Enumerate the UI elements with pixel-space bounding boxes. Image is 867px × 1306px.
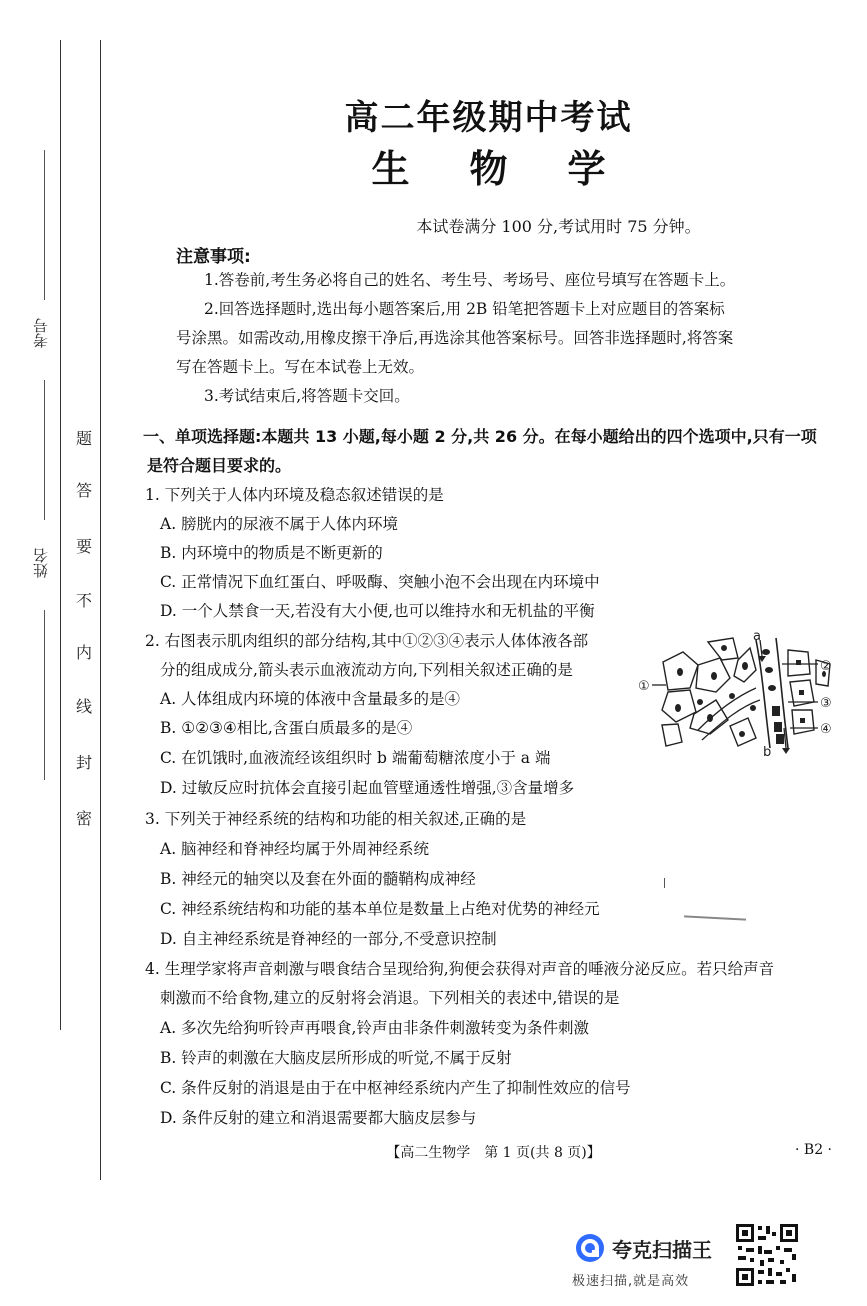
question-option: A. 多次先给狗听铃声再喂食,铃声由非条件刺激转变为条件刺激 [160, 1019, 589, 1037]
question-stem: 3. 下列关于神经系统的结构和功能的相关叙述,正确的是 [145, 810, 527, 828]
question-option: D. 自主神经系统是脊神经的一部分,不受意识控制 [160, 930, 497, 948]
figure-label-b: b [763, 745, 772, 760]
scanner-slogan: 极速扫描,就是高效 [572, 1274, 690, 1289]
question-option: D. 一个人禁食一天,若没有大小便,也可以维持水和无机盐的平衡 [160, 602, 595, 620]
seal-char: 线 [75, 697, 92, 716]
question-option: C. 神经系统结构和功能的基本单位是数量上占绝对优势的神经元 [160, 900, 600, 918]
figure-label-1: ① [638, 679, 650, 694]
scan-mark [684, 915, 746, 920]
notice-line: 2.回答选择题时,选出每小题答案后,用 2B 铅笔把答题卡上对应题目的答案标 [204, 300, 725, 318]
exam-subtitle: 本试卷满分 100 分,考试用时 75 分钟。 [416, 217, 701, 236]
notice-heading: 注意事项: [176, 247, 251, 267]
question-option: D. 条件反射的建立和消退需要都大脑皮层参与 [160, 1109, 477, 1127]
question-stem: 4. 生理学家将声音刺激与喂食结合呈现给狗,狗便会获得对声音的唾液分泌反应。若只给声音 [145, 960, 775, 978]
question-stem: 1. 下列关于人体内环境及稳态叙述错误的是 [145, 486, 444, 504]
question-option: A. 脑神经和脊神经均属于外周神经系统 [160, 840, 430, 858]
seal-char: 题 [75, 429, 92, 448]
question-stem: 2. 右图表示肌肉组织的部分结构,其中①②③④表示人体体液各部 [145, 632, 589, 650]
figure-label-2: ② [820, 659, 832, 674]
question-option: B. 神经元的轴突以及套在外面的髓鞘构成神经 [160, 870, 476, 888]
figure-label-a: a [753, 630, 761, 644]
notice-line: 3.考试结束后,将答题卡交回。 [204, 387, 410, 405]
question-option: C. 条件反射的消退是由于在中枢神经系统内产生了抑制性效应的信号 [160, 1079, 631, 1097]
notice-line: 写在答题卡上。写在本试卷上无效。 [176, 358, 425, 376]
question-stem: 刺激而不给食物,建立的反射将会消退。下列相关的表述中,错误的是 [160, 989, 620, 1007]
qr-code-icon [734, 1222, 800, 1288]
scan-mark [664, 878, 665, 888]
notice-line: 1.答卷前,考生务必将自己的姓名、考生号、考场号、座位号填写在答题卡上。 [204, 271, 736, 289]
paper-code: · B2 · [795, 1142, 832, 1158]
section-line: 是符合题目要求的。 [147, 456, 292, 475]
question-option: B. 内环境中的物质是不断更新的 [160, 544, 383, 562]
figure-label-3: ③ [820, 696, 832, 711]
section-line: 一、单项选择题:本题共 13 小题,每小题 2 分,共 26 分。在每小题给出的四个选项中,只有一项 [143, 427, 817, 446]
seal-char: 要 [75, 537, 92, 556]
question-option: C. 在饥饿时,血液流经该组织时 b 端葡萄糖浓度小于 a 端 [160, 749, 551, 767]
page-footer: 【高二生物学 第 1 页(共 8 页)】 [386, 1145, 601, 1161]
name-label: 姓名 [32, 548, 50, 578]
margin-line-inner [100, 40, 101, 1180]
seal-char: 不 [75, 591, 92, 610]
section-heading [143, 422, 833, 480]
subject-title: 生物学 [371, 146, 666, 191]
notice-line: 号涂黑。如需改动,用橡皮擦干净后,再选涂其他答案标号。回答非选择题时,将答案 [176, 329, 734, 347]
question-option: B. ①②③④相比,含蛋白质最多的是④ [160, 719, 413, 737]
question-option: D. 过敏反应时抗体会直接引起血管壁通透性增强,③含量增多 [160, 779, 575, 797]
seat-blank [44, 610, 45, 780]
figure-label-4: ④ [820, 722, 832, 737]
seal-char: 密 [75, 809, 92, 828]
seal-char: 内 [75, 643, 92, 662]
seal-char: 答 [75, 481, 92, 500]
muscle-tissue-figure [638, 630, 838, 760]
exam-no-label: 考号 [32, 318, 50, 348]
name-blank [44, 380, 45, 520]
scanner-logo-icon [574, 1232, 606, 1264]
seal-char: 封 [75, 753, 92, 772]
question-option: A. 人体组成内环境的体液中含量最多的是④ [160, 690, 461, 708]
scanner-branding [572, 1228, 732, 1298]
question-option: B. 铃声的刺激在大脑皮层所形成的听觉,不属于反射 [160, 1049, 512, 1067]
question-stem: 分的组成成分,箭头表示血液流动方向,下列相关叙述正确的是 [160, 661, 573, 679]
question-option: C. 正常情况下血红蛋白、呼吸酶、突触小泡不会出现在内环境中 [160, 573, 600, 591]
scanner-name: 夸克扫描王 [612, 1238, 712, 1262]
question-option: A. 膀胱内的尿液不属于人体内环境 [160, 515, 399, 533]
exam-title: 高二年级期中考试 [344, 98, 633, 138]
